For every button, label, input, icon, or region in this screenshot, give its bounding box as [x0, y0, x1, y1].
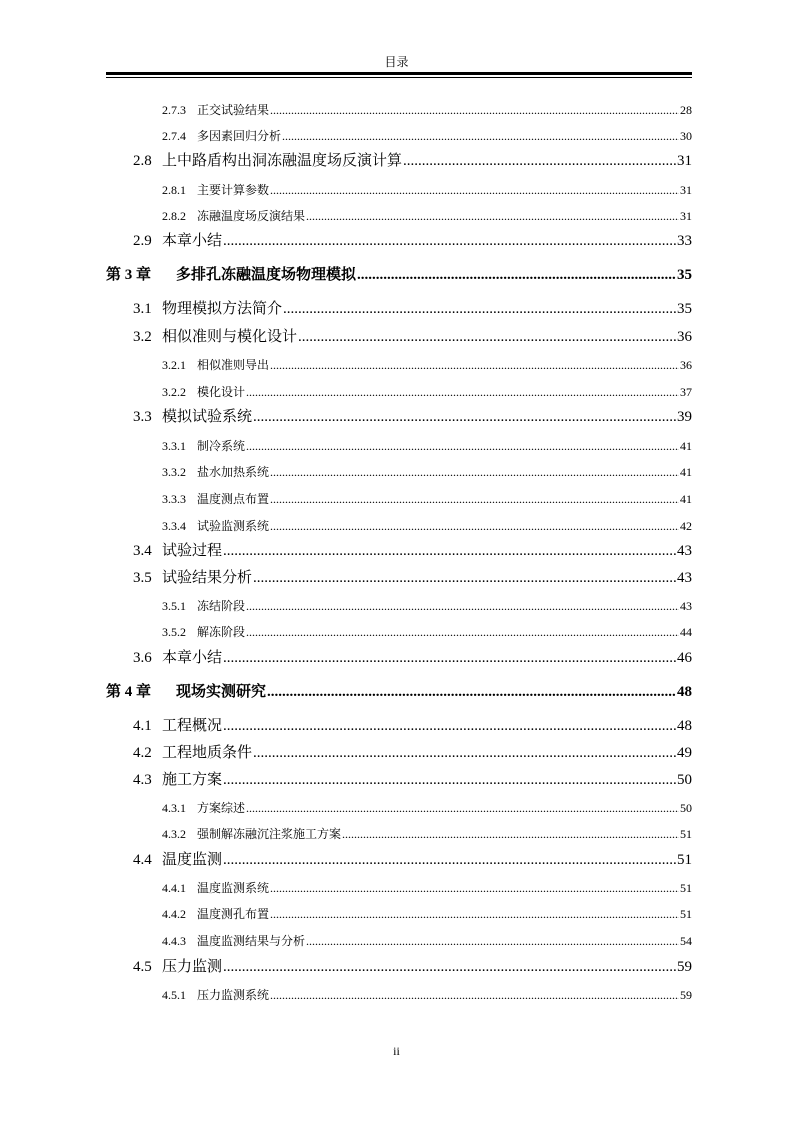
toc-entry-number: 3.3.2 — [162, 465, 186, 479]
toc-entry-number: 3.2.1 — [162, 358, 186, 372]
toc-entry-number: 3.5.2 — [162, 625, 186, 639]
toc-entry-number: 3.6 — [133, 650, 152, 666]
toc-section-entry[interactable] — [133, 232, 692, 250]
toc-subsection-entry[interactable] — [162, 987, 692, 1003]
toc-entry-number: 4.4.1 — [162, 881, 186, 895]
toc-dot-leader — [270, 464, 679, 480]
toc-entry-number: 3.3 — [133, 409, 152, 425]
toc-entry-title: 多因素回归分析 — [197, 129, 282, 143]
toc-section-entry[interactable] — [133, 717, 692, 735]
toc-dot-leader — [253, 569, 676, 587]
toc-entry-number: 2.9 — [133, 233, 152, 249]
toc-subsection-entry[interactable] — [162, 491, 692, 507]
toc-entry-number: 2.7.4 — [162, 129, 186, 143]
toc-entry-page: 31 — [680, 209, 692, 223]
toc-dot-leader — [223, 542, 676, 560]
toc-entry-title: 多排孔冻融温度场物理模拟 — [176, 267, 357, 283]
toc-dot-leader — [246, 384, 679, 400]
toc-entry-page: 41 — [680, 439, 692, 453]
toc-entry-number: 4.4.2 — [162, 907, 186, 921]
toc-entry-title: 试验结果分析 — [162, 570, 253, 586]
toc-dot-leader — [246, 598, 679, 614]
toc-section-entry[interactable] — [133, 649, 692, 667]
toc-dot-leader — [270, 357, 679, 373]
toc-entry-page: 50 — [677, 772, 692, 788]
toc-entry-title: 物理模拟方法简介 — [162, 301, 283, 317]
toc-entry-number: 3.2 — [133, 329, 152, 345]
toc-entry-title: 正交试验结果 — [197, 103, 270, 117]
toc-entry-title: 冻融温度场反演结果 — [197, 209, 306, 223]
toc-entry-number: 3.1 — [133, 301, 152, 317]
toc-dot-leader — [298, 328, 676, 346]
toc-entry-title: 相似准则导出 — [197, 358, 270, 372]
toc-entry-page: 48 — [677, 684, 692, 700]
toc-entry-page: 44 — [680, 625, 692, 639]
toc-subsection-entry[interactable] — [162, 598, 692, 614]
toc-dot-leader — [342, 826, 679, 842]
page-header-title: 目录 — [384, 55, 409, 69]
toc-entry-number: 3.3.1 — [162, 439, 186, 453]
toc-entry-title: 模化设计 — [197, 385, 246, 399]
toc-entry-title: 现场实测研究 — [176, 684, 267, 700]
toc-dot-leader — [270, 491, 679, 507]
toc-section-entry[interactable] — [133, 328, 692, 346]
toc-entry-page: 42 — [680, 519, 692, 533]
toc-entry-number: 4.4 — [133, 852, 152, 868]
toc-entry-page: 41 — [680, 492, 692, 506]
toc-entry-number: 4.3.1 — [162, 801, 186, 815]
toc-entry-page: 51 — [680, 907, 692, 921]
toc-dot-leader — [223, 771, 676, 789]
toc-dot-leader — [246, 438, 679, 454]
toc-subsection-entry[interactable] — [162, 128, 692, 144]
toc-section-entry[interactable] — [133, 771, 692, 789]
toc-subsection-entry[interactable] — [162, 624, 692, 640]
toc-entry-page: 39 — [677, 409, 692, 425]
toc-entry-number: 第 3 章 — [106, 267, 152, 283]
toc-dot-leader — [253, 744, 676, 762]
toc-entry-title: 本章小结 — [162, 233, 223, 249]
toc-entry-page: 46 — [677, 650, 692, 666]
footer-page-number: ii — [393, 1044, 400, 1058]
toc-dot-leader — [270, 987, 679, 1003]
toc-subsection-entry[interactable] — [162, 518, 692, 534]
toc-entry-number: 3.5.1 — [162, 599, 186, 613]
toc-entry-number: 3.3.3 — [162, 492, 186, 506]
toc-chapter-entry[interactable] — [106, 683, 692, 701]
toc-dot-leader — [357, 266, 676, 284]
toc-dot-leader — [223, 649, 676, 667]
toc-dot-leader — [270, 182, 679, 198]
toc-entry-page: 59 — [680, 988, 692, 1002]
toc-dot-leader — [223, 717, 676, 735]
toc-entry-title: 压力监测系统 — [197, 988, 270, 1002]
toc-entry-number: 4.3.2 — [162, 827, 186, 841]
toc-entry-title: 温度监测 — [162, 852, 223, 868]
toc-entry-title: 温度测孔布置 — [197, 907, 270, 921]
toc-entry-page: 36 — [680, 358, 692, 372]
toc-entry-page: 35 — [677, 267, 692, 283]
toc-entry-page: 48 — [677, 718, 692, 734]
toc-entry-title: 盐水加热系统 — [197, 465, 270, 479]
toc-entry-title: 模拟试验系统 — [162, 409, 253, 425]
toc-dot-leader — [283, 300, 676, 318]
toc-subsection-entry[interactable] — [162, 102, 692, 118]
toc-entry-number: 4.3 — [133, 772, 152, 788]
toc-entry-page: 43 — [677, 543, 692, 559]
toc-subsection-entry[interactable] — [162, 208, 692, 224]
toc-entry-title: 温度测点布置 — [197, 492, 270, 506]
toc-entry-number: 4.5 — [133, 959, 152, 975]
toc-dot-leader — [270, 906, 679, 922]
toc-section-entry[interactable] — [133, 744, 692, 762]
toc-entry-number: 第 4 章 — [106, 684, 152, 700]
toc-entry-number: 2.7.3 — [162, 103, 186, 117]
toc-entry-page: 33 — [677, 233, 692, 249]
toc-entry-page: 28 — [680, 103, 692, 117]
toc-entry-number: 3.4 — [133, 543, 152, 559]
toc-dot-leader — [403, 152, 676, 170]
toc-entry-title: 冻结阶段 — [197, 599, 246, 613]
toc-entry-title: 试验过程 — [162, 543, 223, 559]
toc-entry-page: 51 — [680, 827, 692, 841]
toc-entry-title: 主要计算参数 — [197, 183, 270, 197]
toc-entry-title: 本章小结 — [162, 650, 223, 666]
toc-entry-page: 59 — [677, 959, 692, 975]
toc-entry-number: 2.8 — [133, 153, 152, 169]
toc-entry-number: 4.4.3 — [162, 934, 186, 948]
toc-entry-title: 方案综述 — [197, 801, 246, 815]
toc-dot-leader — [223, 851, 676, 869]
toc-dot-leader — [270, 518, 679, 534]
toc-entry-number: 3.3.4 — [162, 519, 186, 533]
toc-entry-page: 41 — [680, 465, 692, 479]
toc-entry-page: 51 — [677, 852, 692, 868]
toc-entry-number: 3.5 — [133, 570, 152, 586]
toc-dot-leader — [306, 208, 679, 224]
toc-entry-title: 相似准则与模化设计 — [162, 329, 298, 345]
toc-entry-title: 压力监测 — [162, 959, 223, 975]
toc-entry-title: 强制解冻融沉注浆施工方案 — [197, 827, 342, 841]
toc-entry-number: 4.1 — [133, 718, 152, 734]
toc-subsection-entry[interactable] — [162, 826, 692, 842]
toc-dot-leader — [270, 102, 679, 118]
toc-entry-title: 解冻阶段 — [197, 625, 246, 639]
toc-dot-leader — [267, 683, 676, 701]
toc-subsection-entry[interactable] — [162, 438, 692, 454]
toc-entry-page: 43 — [677, 570, 692, 586]
toc-dot-leader — [246, 624, 679, 640]
toc-section-entry[interactable] — [133, 958, 692, 976]
toc-dot-leader — [306, 933, 679, 949]
toc-entry-title: 施工方案 — [162, 772, 223, 788]
toc-dot-leader — [223, 958, 676, 976]
toc-entry-page: 30 — [680, 129, 692, 143]
toc-entry-page: 50 — [680, 801, 692, 815]
toc-entry-title: 工程概况 — [162, 718, 223, 734]
toc-section-entry[interactable] — [133, 152, 692, 170]
toc-subsection-entry[interactable] — [162, 880, 692, 896]
toc-subsection-entry[interactable] — [162, 906, 692, 922]
toc-entry-page: 31 — [677, 153, 692, 169]
toc-subsection-entry[interactable] — [162, 384, 692, 400]
toc-subsection-entry[interactable] — [162, 933, 692, 949]
toc-entry-number: 4.5.1 — [162, 988, 186, 1002]
toc-dot-leader — [282, 128, 679, 144]
toc-entry-title: 制冷系统 — [197, 439, 246, 453]
toc-subsection-entry[interactable] — [162, 182, 692, 198]
toc-section-entry[interactable] — [133, 851, 692, 869]
toc-entry-page: 43 — [680, 599, 692, 613]
toc-subsection-entry[interactable] — [162, 464, 692, 480]
toc-entry-number: 3.2.2 — [162, 385, 186, 399]
toc-entry-page: 35 — [677, 301, 692, 317]
toc-entry-number: 4.2 — [133, 745, 152, 761]
toc-dot-leader — [223, 232, 676, 250]
toc-entry-title: 工程地质条件 — [162, 745, 253, 761]
toc-entry-page: 49 — [677, 745, 692, 761]
toc-entry-title: 温度监测结果与分析 — [197, 934, 306, 948]
toc-chapter-entry[interactable] — [106, 266, 692, 284]
toc-section-entry[interactable] — [133, 542, 692, 560]
toc-entry-number: 2.8.1 — [162, 183, 186, 197]
toc-subsection-entry[interactable] — [162, 800, 692, 816]
toc-entry-title: 温度监测系统 — [197, 881, 270, 895]
toc-entry-title: 试验监测系统 — [197, 519, 270, 533]
toc-entry-page: 54 — [680, 934, 692, 948]
toc-entry-title: 上中路盾构出洞冻融温度场反演计算 — [162, 153, 403, 169]
toc-entry-page: 31 — [680, 183, 692, 197]
toc-section-entry[interactable] — [133, 569, 692, 587]
toc-section-entry[interactable] — [133, 408, 692, 426]
toc-dot-leader — [270, 880, 679, 896]
toc-section-entry[interactable] — [133, 300, 692, 318]
toc-entry-page: 51 — [680, 881, 692, 895]
toc-dot-leader — [253, 408, 676, 426]
toc-entry-page: 37 — [680, 385, 692, 399]
toc-dot-leader — [246, 800, 679, 816]
toc-entry-number: 2.8.2 — [162, 209, 186, 223]
toc-entry-page: 36 — [677, 329, 692, 345]
toc-subsection-entry[interactable] — [162, 357, 692, 373]
